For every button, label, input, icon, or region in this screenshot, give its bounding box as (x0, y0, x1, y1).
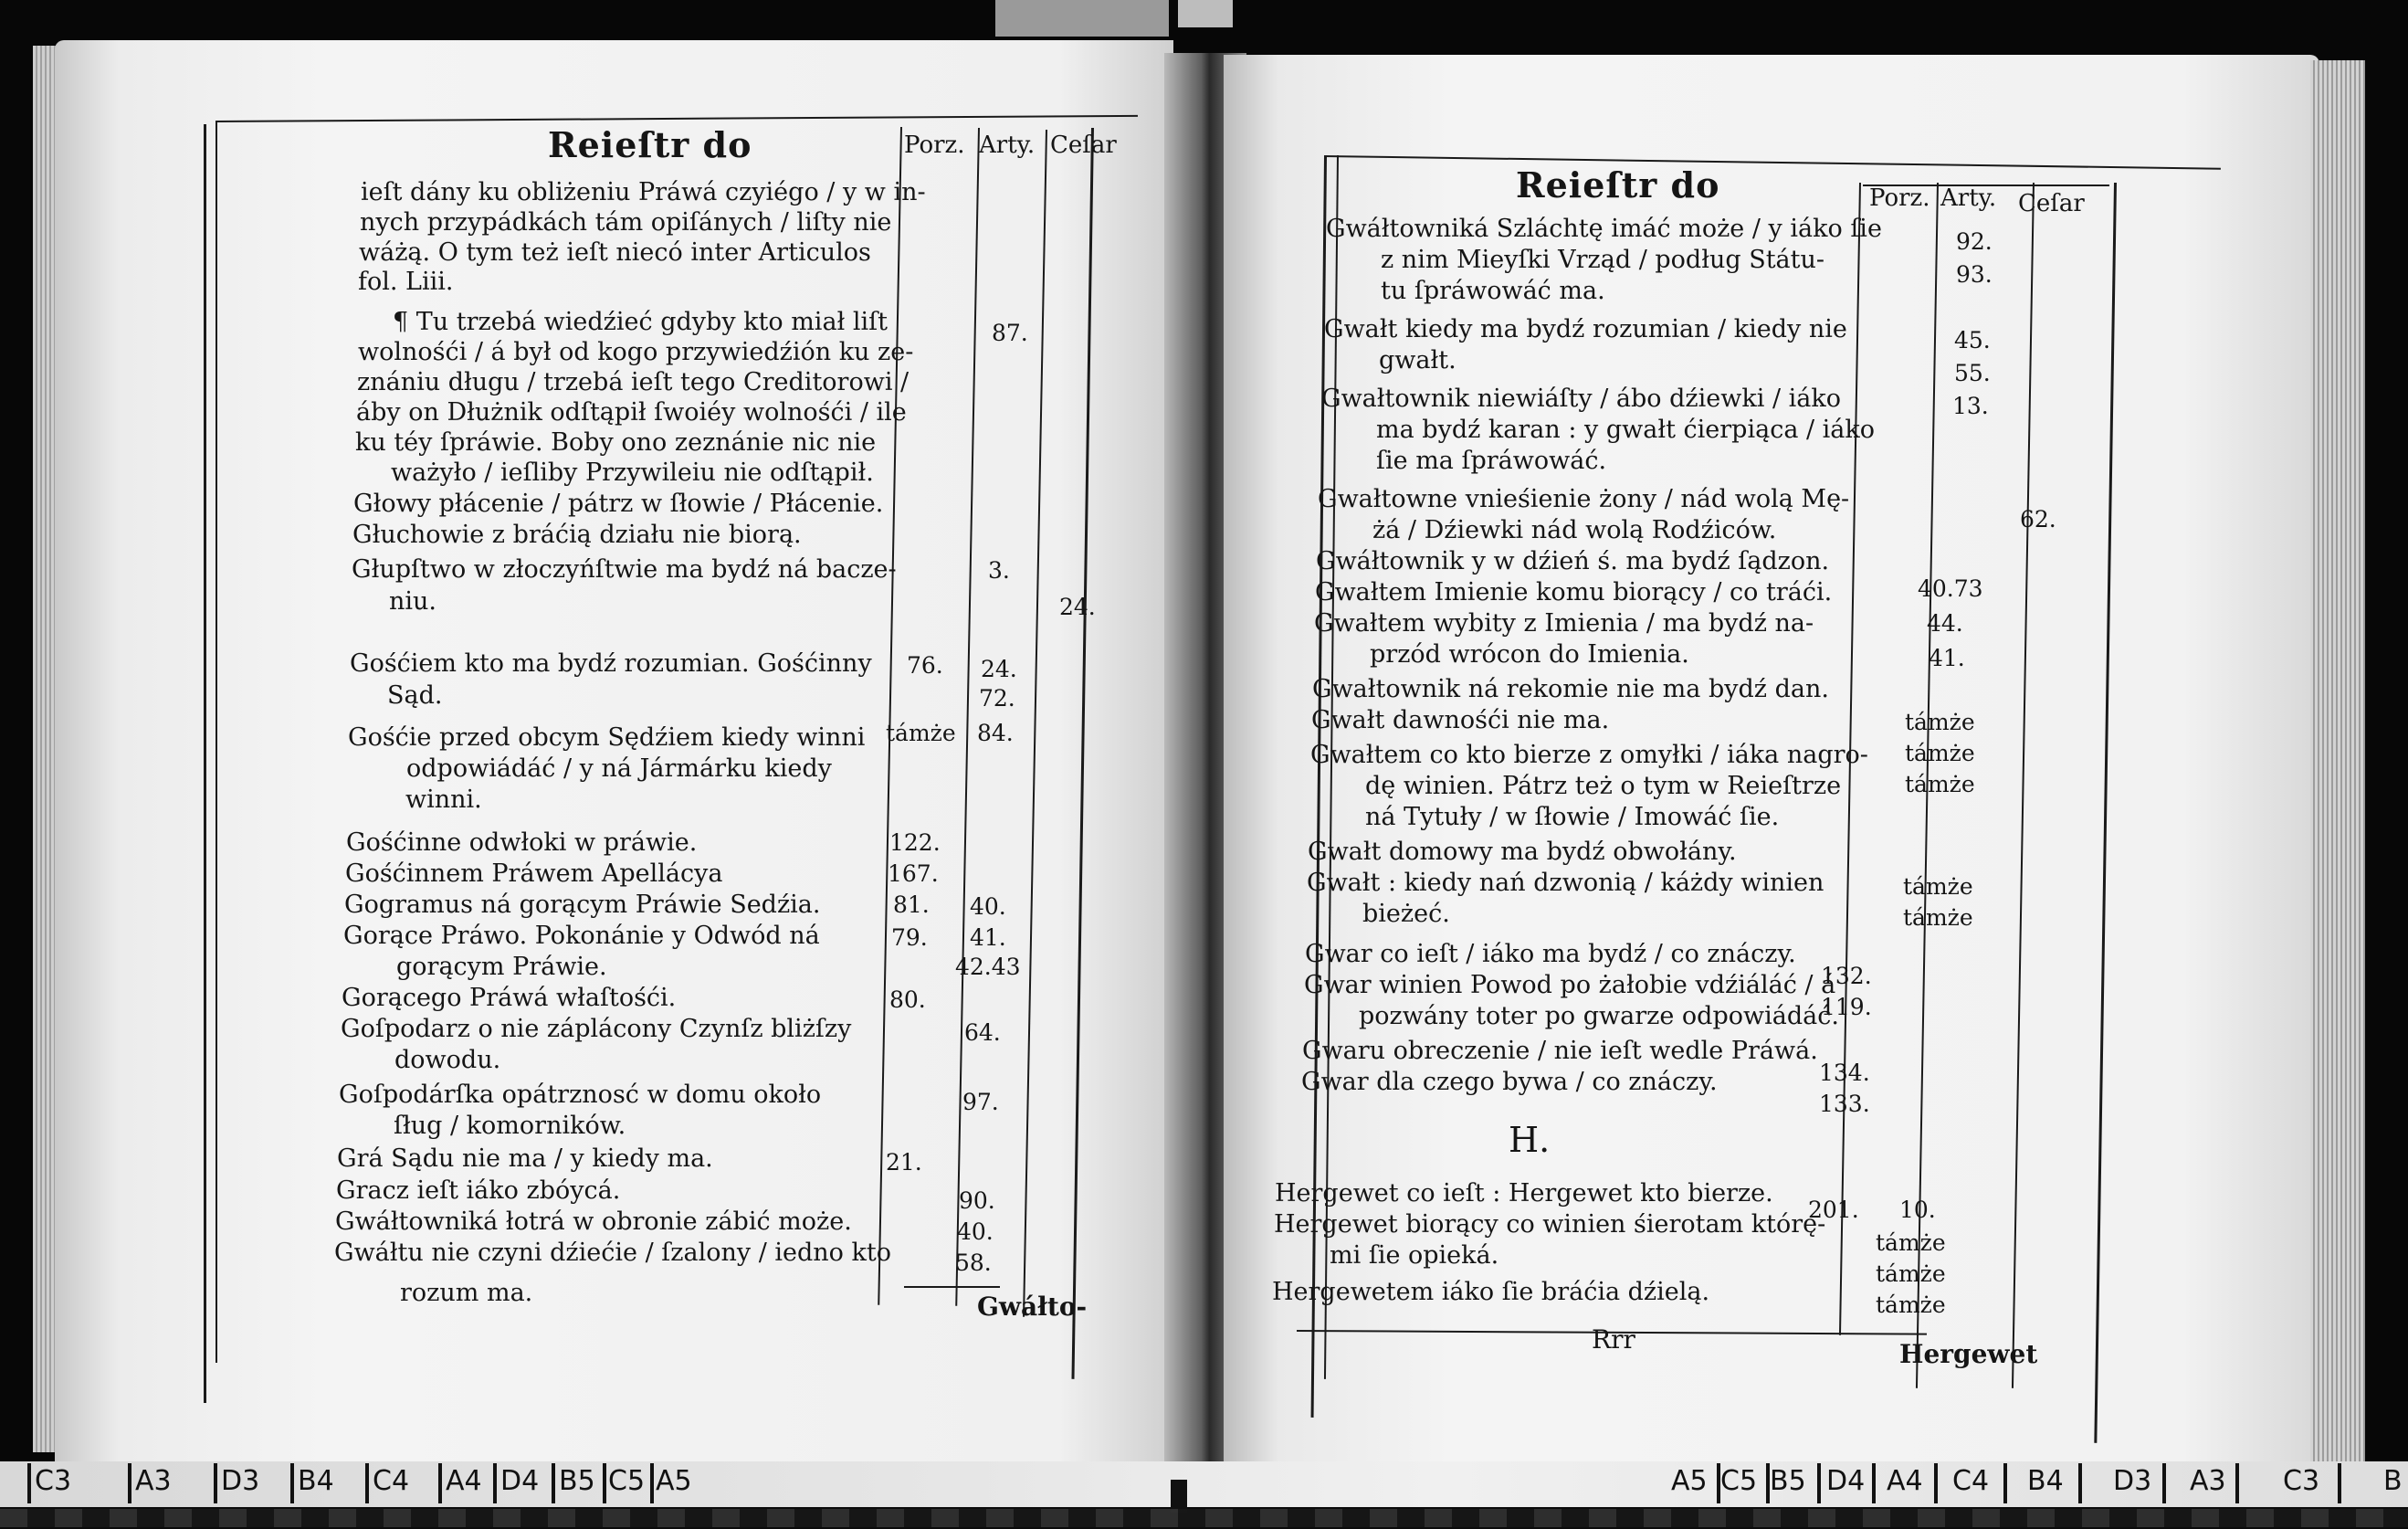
left-num-19: 21. (886, 1149, 922, 1176)
left-line-20: Gośćinne odwłoki w práwie. (346, 828, 698, 857)
ruler-label-left-4: B4 (298, 1465, 334, 1497)
left-line-4: fol. Liii. (358, 268, 454, 296)
left-col-rule-1 (878, 127, 902, 1305)
ruler-label-right-4: D4 (1826, 1465, 1866, 1497)
ruler-tick (1934, 1463, 1938, 1503)
ruler-label-right-8: D3 (2113, 1465, 2152, 1497)
left-line-16: Sąd. (387, 681, 443, 710)
left-num-5: 24. (981, 656, 1017, 682)
right-line-11: Gwáłtownik y w dźień ś. ma bydź ſądzon. (1316, 547, 1830, 575)
ruler-label-left-7: D4 (500, 1465, 540, 1497)
left-num-22: 58. (955, 1250, 992, 1276)
ruler-tick (128, 1463, 131, 1503)
right-line-7: ma bydź karan : y gwałt ćierpiąca / iáko (1376, 416, 1876, 444)
left-num-13: 79. (891, 924, 928, 951)
left-line-12: Głuchowie z bráćią działu nie biorą. (352, 521, 802, 549)
left-header-porz: Porz. (904, 132, 965, 159)
right-header-porz: Porz. (1869, 185, 1930, 212)
left-line-6: wolnośći / á był od kogo przywiedźión ku ze- (358, 338, 914, 366)
right-num-8: 44. (1927, 610, 1963, 637)
left-num-4: 76. (907, 652, 943, 679)
right-line-22: bieżeć. (1362, 900, 1450, 928)
left-header-arty: Arty. (979, 132, 1036, 159)
right-num-10: támże (1905, 709, 1975, 735)
ruler-label-right-9: A3 (2190, 1465, 2226, 1497)
scanner-strip-2 (1178, 0, 1233, 27)
ruler-tick (650, 1463, 654, 1503)
ruler-tick (2078, 1463, 2082, 1503)
right-num-22: támże (1876, 1260, 1946, 1287)
ruler-tick (214, 1463, 217, 1503)
left-num-2: 3. (988, 557, 1010, 584)
left-line-25: Gorącego Práwá właſtośći. (342, 984, 677, 1012)
left-frame-outer (204, 124, 206, 1403)
left-line-32: Gwáłtowniká łotrá w obronie zábić może. (335, 1207, 852, 1236)
left-line-26: Goſpodarz o nie záplácony Czynſz bliżſzy (341, 1015, 852, 1043)
left-header-title: Reieſtr do (548, 124, 752, 165)
right-signature-mark: Rrr (1592, 1324, 1635, 1355)
right-num-23: támże (1876, 1292, 1946, 1318)
right-line-23: Gwar co ieſt / iáko ma bydź / co znáczy. (1305, 940, 1796, 968)
ruler-label-left-6: A4 (446, 1465, 482, 1497)
right-line-18: dę winien. Pátrz też o tym w Reieſtrze (1365, 772, 1842, 800)
left-num-21: 40. (957, 1218, 994, 1245)
left-line-19: winni. (405, 786, 482, 814)
ruler-tick (493, 1463, 497, 1503)
right-line-27: Gwar dla czego bywa / co znáczy. (1301, 1068, 1718, 1096)
left-col-rule-2 (955, 128, 980, 1306)
right-line-8: ſie ma ſpráwowáć. (1376, 447, 1607, 475)
left-line-30: Grá Sądu nie ma / y kiedy ma. (337, 1144, 713, 1173)
left-line-7: znániu długu / trzebá ieſt tego Creditorowi / (357, 368, 910, 396)
left-line-15: Gośćiem kto ma bydź rozumian. Gośćinny (350, 649, 872, 678)
right-num-9: 41. (1929, 645, 1965, 671)
right-line-24: Gwar winien Powod po żałobie vdźiáláć / á (1304, 971, 1836, 999)
right-num-20: 10. (1899, 1197, 1936, 1223)
ruler-label-left-9: C5 (608, 1465, 646, 1497)
right-line-1: Gwáłtowniká Szláchtę imáć może / y iáko ſie (1326, 215, 1882, 243)
right-line-10: żá / Dźiewki nád wolą Rodźiców. (1372, 516, 1777, 544)
right-line-30: mi ſie opieká. (1330, 1241, 1499, 1270)
left-top-rule (216, 115, 1138, 122)
left-num-17: 64. (964, 1019, 1001, 1046)
right-line-3: tu ſpráwowáć ma. (1381, 277, 1605, 305)
left-catchword: Gwáłto- (977, 1292, 1088, 1322)
left-num-18: 97. (962, 1089, 999, 1115)
left-line-13: Głupſtwo w złoczyńſtwie ma bydź ná bacze- (352, 555, 897, 584)
ruler-label-left-5: C4 (373, 1465, 410, 1497)
ruler-tick (603, 1463, 606, 1503)
right-num-21: támże (1876, 1229, 1946, 1256)
left-frame-right (1071, 128, 1094, 1379)
right-top-rule (1324, 155, 2221, 170)
ruler-label-right-10: C3 (2283, 1465, 2320, 1497)
right-line-25: pozwány toter po gwarze odpowiádáć. (1359, 1002, 1839, 1030)
left-frame-inner (216, 121, 217, 1363)
ruler-label-right-6: C4 (1952, 1465, 1990, 1497)
right-line-29: Hergewet biorący co winien śierotam którę- (1274, 1210, 1826, 1239)
ruler-label-left-3: D3 (221, 1465, 260, 1497)
left-line-14: niu. (389, 587, 436, 616)
right-num-4: 55. (1954, 360, 1991, 386)
left-line-1: ieſt dány ku obliżeniu Práwá czyiégo / y w in- (361, 178, 926, 206)
ruler-tick (27, 1463, 31, 1503)
left-line-9: ku téy ſpráwie. Boby ono zeznánie nic nie (355, 428, 877, 457)
ruler-label-left-10: A5 (656, 1465, 692, 1497)
ruler-label-right-5: A4 (1887, 1465, 1923, 1497)
ruler-label-left-8: B5 (559, 1465, 595, 1497)
left-line-34: rozum ma. (400, 1279, 533, 1307)
ruler-tick (1872, 1463, 1876, 1503)
right-catchword: Hergewet (1899, 1339, 2038, 1369)
right-num-3: 45. (1954, 327, 1991, 353)
left-line-31: Gracz ieſt iáko zbóycá. (336, 1176, 621, 1205)
ruler-tick (1817, 1463, 1821, 1503)
ruler-tick (365, 1463, 369, 1503)
right-line-19: ná Tytuły / w ſłowie / Imowáć ſie. (1365, 803, 1780, 831)
ruler-tick (2003, 1463, 2007, 1503)
left-col-rule-3 (1023, 130, 1047, 1317)
left-num-7: támże (886, 720, 956, 746)
right-num-18: 133. (1819, 1091, 1870, 1117)
left-line-27: dowodu. (394, 1046, 501, 1074)
left-line-2: nych przypádkách tám opiſánych / liſty nie (360, 208, 892, 237)
ruler-bottom-pattern (0, 1509, 2408, 1527)
left-line-29: ſług / komorników. (394, 1112, 626, 1140)
left-header-cesar: Ceſar (1050, 132, 1117, 159)
right-header-title: Reieſtr do (1516, 164, 1720, 206)
right-line-5: gwałt. (1379, 346, 1456, 374)
ruler-tick (290, 1463, 294, 1503)
left-num-8: 84. (977, 720, 1014, 746)
ruler-tick (552, 1463, 555, 1503)
left-line-8: áby on Dłużnik odſtąpił ſwoiéy wolnośći / ile (356, 398, 907, 427)
left-line-21: Gośćinnem Práwem Apellácya (345, 859, 723, 888)
left-num-1: 87. (992, 320, 1028, 346)
right-line-16: Gwałt dawnośći nie ma. (1311, 706, 1610, 734)
ruler-tick (2338, 1463, 2341, 1503)
left-num-20: 90. (959, 1187, 995, 1214)
right-line-15: Gwałtownik ná rekomie nie ma bydź dan. (1312, 675, 1829, 703)
right-line-6: Gwałtownik niewiáſty / ábo dźiewki / iáko (1321, 385, 1841, 413)
left-num-12: 40. (970, 893, 1006, 920)
right-num-1: 92. (1956, 228, 1993, 255)
ruler-label-right-7: B4 (2027, 1465, 2064, 1497)
right-line-20: Gwałt domowy ma bydź obwołány. (1308, 838, 1737, 866)
ruler-tick (2162, 1463, 2166, 1503)
right-num-2: 93. (1956, 261, 1993, 288)
left-line-3: wáżą. O tym też ieſt niecó inter Articulos (359, 238, 871, 267)
ruler-label-left-1: C3 (35, 1465, 72, 1497)
right-line-4: Gwałt kiedy ma bydź rozumian / kiedy nie (1324, 315, 1847, 343)
right-num-5: 13. (1952, 393, 1989, 419)
right-num-19: 201. (1808, 1197, 1859, 1223)
right-frame-right (2094, 183, 2117, 1443)
right-num-17: 134. (1819, 1060, 1870, 1086)
ruler-label-right-1: A5 (1671, 1465, 1708, 1497)
left-num-14: 41. (970, 924, 1006, 951)
left-line-11: Głowy płácenie / pátrz w ſłowie / Płácenie. (353, 490, 884, 518)
left-line-18: odpowiádáć / y ná Jármárku kiedy (406, 754, 832, 783)
right-num-14: támże (1903, 904, 1973, 931)
right-line-2: z nim Mieyſki Vrząd / podług Státu- (1381, 246, 1825, 274)
left-num-3: 24. (1059, 594, 1096, 620)
right-page (1224, 55, 2319, 1475)
right-line-28: Hergewet co ieſt : Hergewet kto bierze. (1275, 1179, 1773, 1207)
right-line-12: Gwałtem Imienie komu biorący / co tráći. (1315, 578, 1833, 606)
left-line-22: Gogramus ná gorącym Práwie Sedźia. (344, 891, 821, 919)
right-num-15: 132. (1821, 963, 1872, 989)
right-header-cesar: Ceſar (2018, 190, 2085, 217)
ruler-label-right-11: B (2383, 1465, 2403, 1497)
page-edges-right (2310, 60, 2365, 1467)
right-num-13: támże (1903, 873, 1973, 900)
right-section-letter: H. (1509, 1120, 1551, 1160)
ruler-center-mark (1171, 1480, 1187, 1513)
left-line-17: Gośćie przed obcym Sędźiem kiedy winni (348, 723, 866, 752)
right-num-6: 62. (2020, 506, 2056, 533)
scanner-strip (995, 0, 1169, 37)
ruler-label-right-2: C5 (1720, 1465, 1758, 1497)
left-num-15: 42.43 (955, 954, 1021, 980)
left-num-9: 122. (889, 829, 941, 856)
left-line-10: ważyło / ieſliby Przywileiu nie odſtąpił. (391, 459, 874, 487)
right-num-11: támże (1905, 740, 1975, 766)
right-line-31: Hergewetem iáko ſie bráćia dźielą. (1272, 1278, 1710, 1306)
right-line-14: przód wrócon do Imienia. (1370, 640, 1689, 669)
left-num-16: 80. (889, 986, 926, 1013)
left-line-33: Gwáłtu nie czyni dźiećie / ſzalony / iedno kto (334, 1239, 891, 1267)
right-line-13: Gwałtem wybity z Imienia / ma bydź na- (1314, 609, 1814, 638)
left-line-5: ¶ Tu trzebá wiedźieć gdyby kto miał liſt (393, 308, 888, 336)
left-page (55, 40, 1173, 1470)
right-line-17: Gwałtem co kto bierze z omyłki / iáka nagro- (1310, 741, 1868, 769)
left-num-6: 72. (979, 685, 1015, 712)
right-num-12: támże (1905, 771, 1975, 797)
left-num-11: 81. (893, 891, 930, 918)
right-line-21: Gwałt : kiedy nań dzwonią / káżdy winien (1307, 869, 1824, 897)
right-num-16: 119. (1821, 994, 1872, 1020)
right-line-9: Gwałtowne vnieśienie żony / nád wolą Mę- (1318, 485, 1850, 513)
ruler-label-left-2: A3 (135, 1465, 172, 1497)
left-line-24: gorącym Práwie. (396, 953, 607, 981)
left-line-28: Goſpodárſka opátrznosć w domu około (339, 1081, 822, 1109)
right-header-arty: Arty. (1940, 185, 1997, 212)
right-line-26: Gwaru obreczenie / nie ieſt wedle Práwá. (1302, 1037, 1818, 1065)
right-col-rule-3 (2012, 183, 2035, 1388)
ruler-tick (438, 1463, 442, 1503)
ruler-label-right-3: B5 (1770, 1465, 1806, 1497)
left-bottom-rule (904, 1286, 1000, 1288)
right-num-7: 40.73 (1918, 575, 1983, 602)
left-num-10: 167. (888, 860, 939, 887)
ruler-tick (2235, 1463, 2239, 1503)
left-line-23: Gorące Práwo. Pokonánie y Odwód ná (343, 922, 820, 950)
